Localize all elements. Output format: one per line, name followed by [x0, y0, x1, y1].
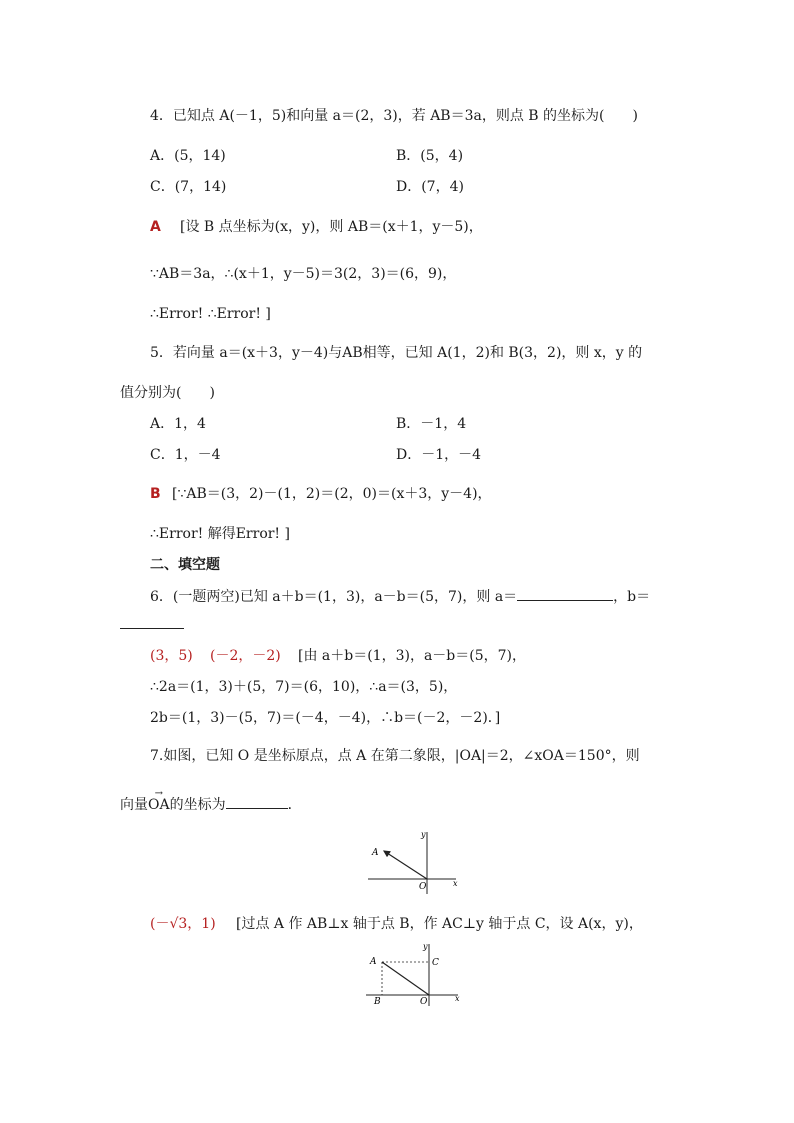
q5-answer: B: [150, 486, 161, 502]
q5-option-b: B．－1，4: [396, 416, 467, 432]
q7-figure-2: [362, 940, 466, 1008]
q7-answer: (－√3，1): [150, 916, 216, 932]
q6-solution-line3: 2b＝(1，3)－(5，7)＝(－4，－4)，∴b＝(－2，－2)．]: [150, 710, 501, 726]
label-o: O: [420, 997, 428, 1007]
q6-stem-text: 6．(一题两空)已知 a＋b＝(1，3)，a－b＝(5，7)，则 a＝: [150, 589, 518, 605]
q4-option-d: D．(7，4): [396, 179, 464, 195]
q6-answer-b: (－2，－2): [210, 648, 281, 664]
q4-option-b: B．(5，4): [396, 148, 464, 164]
segment-oa: [382, 962, 429, 995]
q5-option-a: A．1，4: [150, 416, 206, 432]
q4-solution-line2: ∵AB＝3a，∴(x＋1，y－5)＝3(2，3)＝(6，9)，: [150, 266, 457, 282]
q4-stem: 4．已知点 A(－1，5)和向量 a＝(2，3)，若 AB＝3a，则点 B 的坐标为( ): [150, 108, 638, 124]
q5-stem-line2: 值分别为( ): [120, 385, 215, 401]
label-x: x: [453, 879, 458, 888]
q7-blank: [226, 794, 288, 809]
label-y: y: [421, 830, 426, 839]
label-b: B: [374, 997, 381, 1007]
q6-solution-line2: ∴2a＝(1，3)＋(5，7)＝(6，10)，∴a＝(3，5)，: [150, 679, 458, 695]
q5-option-d: D．－1，－4: [396, 447, 482, 463]
q5-stem-line1: 5．若向量 a＝(x＋3，y－4)与AB相等，已知 A(1，2)和 B(3，2)，则 x，y 的: [150, 345, 643, 361]
q6-stem-line2: [120, 614, 184, 635]
q4-solution-line1: [设 B 点坐标为(x，y)，则 AB＝(x＋1，y－5)，: [180, 219, 483, 235]
q7-figure-1: [364, 828, 464, 896]
q4-option-c: C．(7，14): [150, 179, 227, 195]
section-heading: 二、填空题: [150, 557, 220, 573]
q6-answer-a: (3，5): [150, 648, 193, 664]
q6-solution-line1: [由 a＋b＝(1，3)，a－b＝(5，7)，: [298, 648, 527, 664]
label-a: A: [372, 848, 379, 858]
q7-stem-suffix: 的坐标为: [169, 797, 226, 813]
q5-solution-line1: [∵AB＝(3，2)－(1，2)＝(2，0)＝(x＋3，y－4)，: [172, 486, 492, 502]
vector-oa-arrow: [384, 851, 427, 879]
q7-stem-line2: [120, 794, 302, 815]
q5-solution-line2: ∴Error! 解得Error! ]: [150, 526, 290, 542]
q6-stem-line1: [150, 586, 650, 607]
q6-blank-b: [120, 614, 184, 629]
label-o: O: [419, 882, 427, 892]
label-y: y: [423, 942, 428, 951]
q6-stem-b: ，b＝: [613, 589, 651, 605]
q7-stem-end: ．: [287, 797, 302, 813]
vector-oa: → OA: [148, 795, 170, 815]
q7-solution-line1: [过点 A 作 AB⊥x 轴于点 B，作 AC⊥y 轴于点 C，设 A(x，y)，: [236, 916, 643, 932]
q7-stem-prefix: 向量: [120, 797, 148, 813]
q6-blank-a: [517, 586, 613, 601]
q5-option-c: C．1，－4: [150, 447, 221, 463]
q7-stem-line1: 7.如图，已知 O 是坐标原点，点 A 在第二象限，|OA|＝2，∠xOA＝150°，则: [150, 748, 640, 764]
label-x: x: [455, 994, 460, 1003]
label-a: A: [370, 957, 377, 967]
q4-option-a: A．(5，14): [150, 148, 226, 164]
q4-solution-line3: ∴Error! ∴Error! ]: [150, 306, 271, 322]
label-c: C: [432, 958, 439, 968]
q4-answer: A: [150, 219, 161, 235]
